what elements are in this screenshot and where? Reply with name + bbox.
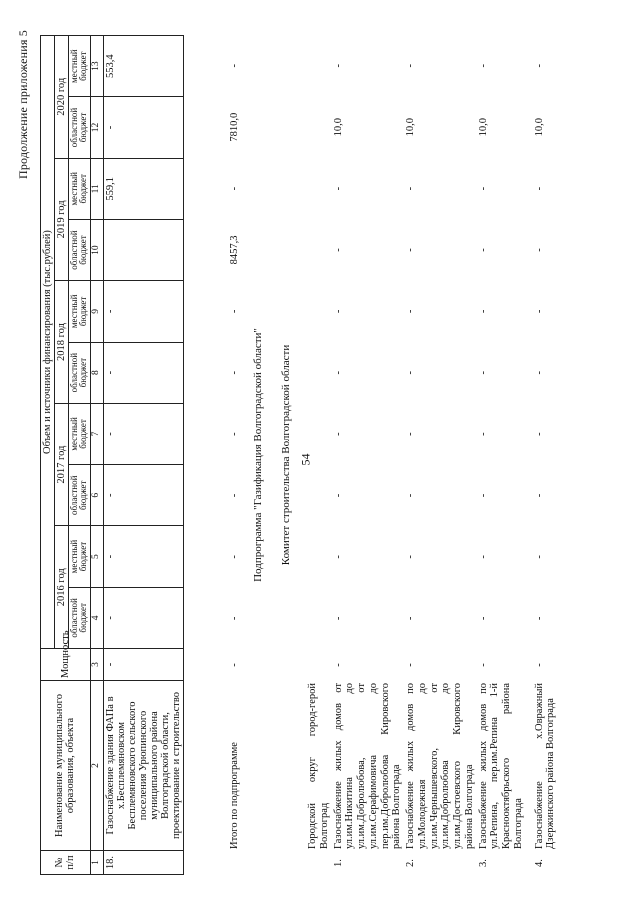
table-cell: - xyxy=(405,555,416,559)
table-row xyxy=(533,35,559,875)
table-row-18 xyxy=(103,36,183,875)
table-cell: - xyxy=(533,493,545,498)
table-cell: - xyxy=(477,186,489,191)
col-name-header: Наименование муниципального образования, объекта xyxy=(41,681,91,851)
table-row xyxy=(404,35,477,875)
col-number: 13 xyxy=(90,36,103,97)
row-name: Газоснабжение жилых домов по ул.Репина, пер.им.Репина 1-й Краснооктябрьского района Волгограда xyxy=(477,683,524,849)
table-cell: - xyxy=(229,663,240,667)
col-number: 1 xyxy=(90,851,103,875)
table-cell: - xyxy=(477,555,489,559)
items-table xyxy=(306,35,558,875)
table-cell: - xyxy=(103,342,183,403)
total-row xyxy=(228,35,242,875)
year-2020: 2020 год xyxy=(55,36,69,159)
budget-regional: областной бюджет xyxy=(69,587,91,648)
table-cell: - xyxy=(103,97,183,158)
row-num: 18. xyxy=(103,851,183,875)
col-number: 12 xyxy=(90,97,103,158)
table-cell: - xyxy=(405,186,416,191)
row-power: - xyxy=(103,649,183,681)
committee-title: Комитет строительства Волгоградской области xyxy=(280,344,292,566)
table-cell: - xyxy=(103,465,183,526)
col-num-header: № п/п xyxy=(41,851,91,875)
table-cell: - xyxy=(229,186,240,191)
table-cell: - xyxy=(477,616,489,621)
col-number: 7 xyxy=(90,403,103,464)
table-cell: - xyxy=(332,248,344,252)
table-cell: 7810,0 xyxy=(229,112,240,142)
table-cell: - xyxy=(332,616,344,621)
table-cell: - xyxy=(332,555,344,559)
table-cell: - xyxy=(229,64,240,68)
table-cell: - xyxy=(103,526,183,587)
table-cell: - xyxy=(332,186,344,191)
row-num: 3. xyxy=(477,859,489,867)
budget-regional: областной бюджет xyxy=(69,465,91,526)
table-row xyxy=(332,35,405,875)
table-cell: 10,0 xyxy=(332,118,344,137)
table-cell: - xyxy=(103,281,183,342)
table-cell: - xyxy=(229,432,240,436)
table-cell: - xyxy=(103,587,183,648)
table-cell: - xyxy=(405,248,416,252)
funding-header: Объем и источники финансирования (тыс.рублей) xyxy=(41,36,55,649)
table-cell: - xyxy=(332,663,344,667)
table-cell: - xyxy=(229,309,240,314)
table-cell xyxy=(103,219,183,280)
col-number: 6 xyxy=(90,465,103,526)
table-cell: - xyxy=(533,555,545,559)
row-name: Газоснабжение х.Овражный Дзержинского района Волгограда xyxy=(533,683,557,849)
table-cell: - xyxy=(332,64,344,68)
table-cell: - xyxy=(229,493,240,498)
table-cell: - xyxy=(533,371,545,375)
table-cell: - xyxy=(533,248,545,252)
col-number: 4 xyxy=(90,587,103,648)
table-cell: - xyxy=(405,371,416,375)
table-cell: - xyxy=(533,616,545,621)
table-cell: - xyxy=(533,309,545,314)
table-cell: - xyxy=(332,432,344,436)
row-name: Газоснабжение жилых домов от ул.им.Никитина до ул.им.Добролюбова, от ул.им.Серафимовича до пер.им.Добролюбова Кировского района Волгограда xyxy=(332,683,403,849)
col-number: 5 xyxy=(90,526,103,587)
table-cell: - xyxy=(332,371,344,375)
table-cell: - xyxy=(405,309,416,314)
col-number: 10 xyxy=(90,219,103,280)
col-number: 3 xyxy=(90,649,103,681)
table-cell: - xyxy=(332,309,344,314)
budget-regional: областной бюджет xyxy=(69,97,91,158)
table-cell: - xyxy=(103,403,183,464)
table-cell: - xyxy=(477,432,489,436)
row-num: 4. xyxy=(533,859,545,867)
table-cell: - xyxy=(405,64,416,68)
table-cell: - xyxy=(533,186,545,191)
col-number: 9 xyxy=(90,281,103,342)
col-number: 2 xyxy=(90,681,103,851)
col-power-header: Мощность xyxy=(41,649,91,681)
table-cell: - xyxy=(229,371,240,375)
table-cell: - xyxy=(405,493,416,498)
table-cell: - xyxy=(477,64,489,68)
table-cell: - xyxy=(405,663,416,667)
subprogram-title: Подпрограмма "Газификация Волгоградской области" xyxy=(252,328,264,582)
table-cell: - xyxy=(229,616,240,621)
row-num: 2. xyxy=(405,859,416,867)
row-name: Газоснабжение жилых домов по ул.Молодежная до ул.им.Чернышевского, от ул.им.Добролюбова до ул.им.Достоевского Кировского района Волгограда xyxy=(405,683,475,849)
table-cell: - xyxy=(405,432,416,436)
page-number: 54 xyxy=(298,453,313,466)
table-cell: 559,1 xyxy=(103,158,183,219)
table-cell: - xyxy=(405,616,416,621)
table-cell: - xyxy=(533,64,545,68)
row-name: Газоснабжение здания ФАПа в х.Бесплемяновском Бесплемяновского сельского поселения Урюпинского муниципального района Волгоградской области, проектирование и строительство xyxy=(103,681,183,851)
table-cell: - xyxy=(533,663,545,667)
budget-regional: областной бюджет xyxy=(69,219,91,280)
budget-local: местный бюджет xyxy=(69,526,91,587)
table-row xyxy=(477,35,533,875)
budget-regional: областной бюджет xyxy=(69,342,91,403)
col-number: 8 xyxy=(90,342,103,403)
year-2017: 2017 год xyxy=(55,403,69,526)
budget-local: местный бюджет xyxy=(69,403,91,464)
table-cell: - xyxy=(229,555,240,559)
table-cell: - xyxy=(332,493,344,498)
budget-local: местный бюджет xyxy=(69,36,91,97)
table-cell: - xyxy=(477,493,489,498)
district-row xyxy=(306,35,332,875)
table-cell: 8457,3 xyxy=(229,235,240,265)
table-cell: 10,0 xyxy=(533,118,545,137)
year-2018: 2018 год xyxy=(55,281,69,404)
table-cell: - xyxy=(477,371,489,375)
header-table xyxy=(40,35,184,875)
table-cell: 10,0 xyxy=(405,118,416,137)
continuation-label: Продолжение приложения 5 xyxy=(16,30,30,180)
table-cell: - xyxy=(477,309,489,314)
total-label: Итого по подпрограмме xyxy=(229,742,240,849)
budget-local: местный бюджет xyxy=(69,281,91,342)
year-2016: 2016 год xyxy=(55,526,69,649)
table-cell: - xyxy=(533,432,545,436)
budget-local: местный бюджет xyxy=(69,158,91,219)
table-cell: 553,4 xyxy=(103,36,183,97)
table-cell: - xyxy=(477,248,489,252)
col-number: 11 xyxy=(90,158,103,219)
year-2019: 2019 год xyxy=(55,158,69,281)
row-num: 1. xyxy=(332,859,344,867)
table-cell: 10,0 xyxy=(477,118,489,137)
district-label: Городской округ город-герой Волгоград xyxy=(307,683,330,849)
table-cell: - xyxy=(477,663,489,667)
